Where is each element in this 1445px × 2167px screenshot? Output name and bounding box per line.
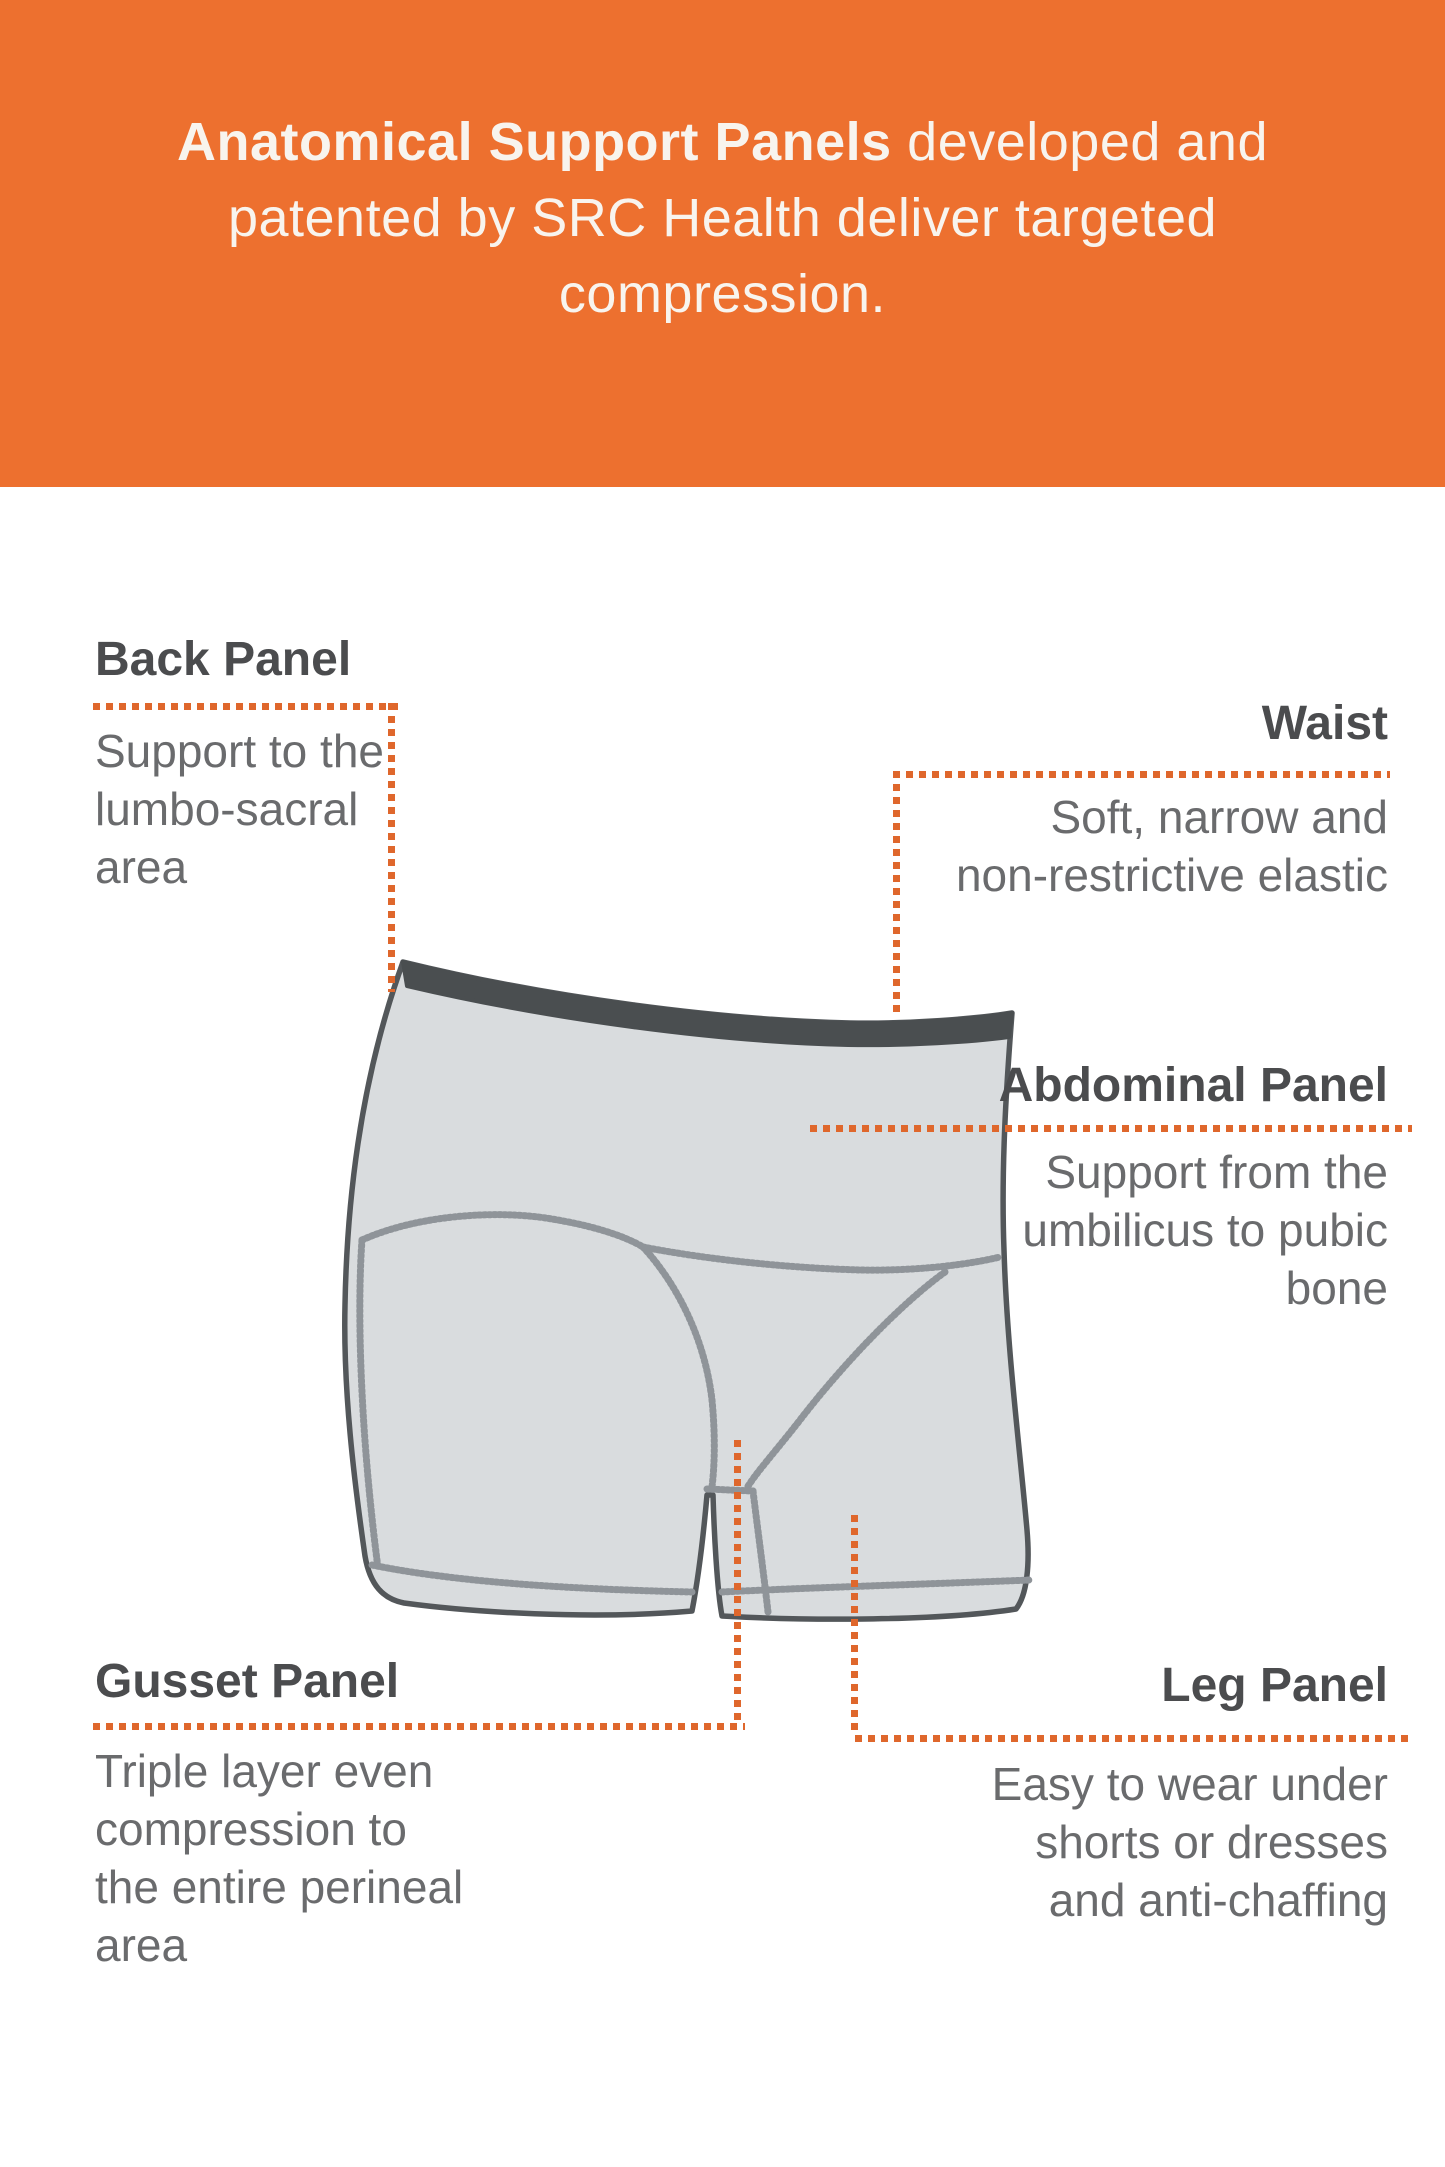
abdominal-panel-description: Support from the umbilicus to pubic bone	[1022, 1146, 1388, 1314]
waist-title: Waist	[1261, 697, 1388, 750]
gusset-panel-title: Gusset Panel	[95, 1655, 400, 1708]
leg-panel-leader-h	[855, 1735, 1412, 1742]
headline-line-1: Anatomical Support Panels developed and	[177, 112, 1268, 172]
gusset-panel-leader-v	[734, 1440, 741, 1723]
headline-line-2: patented by SRC Health deliver targeted	[227, 188, 1218, 248]
waist-leader-v	[893, 771, 900, 1017]
leg-panel-title: Leg Panel	[1161, 1659, 1388, 1712]
gusset-panel-leader-h	[93, 1723, 745, 1730]
abdominal-panel-leader-h	[810, 1125, 1412, 1132]
back-panel-title: Back Panel	[95, 633, 352, 686]
leg-panel-description: Easy to wear under shorts or dresses and anti-chaffing	[991, 1758, 1388, 1926]
back-panel-leader-v	[388, 703, 395, 992]
leg-panel-leader-v	[851, 1515, 858, 1735]
waist-leader-h	[893, 771, 1390, 778]
headline-line-3: compression.	[558, 264, 887, 324]
gusset-panel-description: Triple layer even compression to the entire perineal area	[95, 1745, 464, 1971]
back-panel-leader-h	[93, 703, 398, 710]
waist-description: Soft, narrow and non-restrictive elastic	[955, 791, 1388, 901]
abdominal-panel-title: Abdominal Panel	[998, 1059, 1388, 1112]
gusset-seam-top	[707, 1489, 753, 1491]
headline-bold-phrase: Anatomical Support Panels	[177, 112, 892, 172]
back-panel-description: Support to the lumbo-sacral area	[95, 725, 384, 893]
